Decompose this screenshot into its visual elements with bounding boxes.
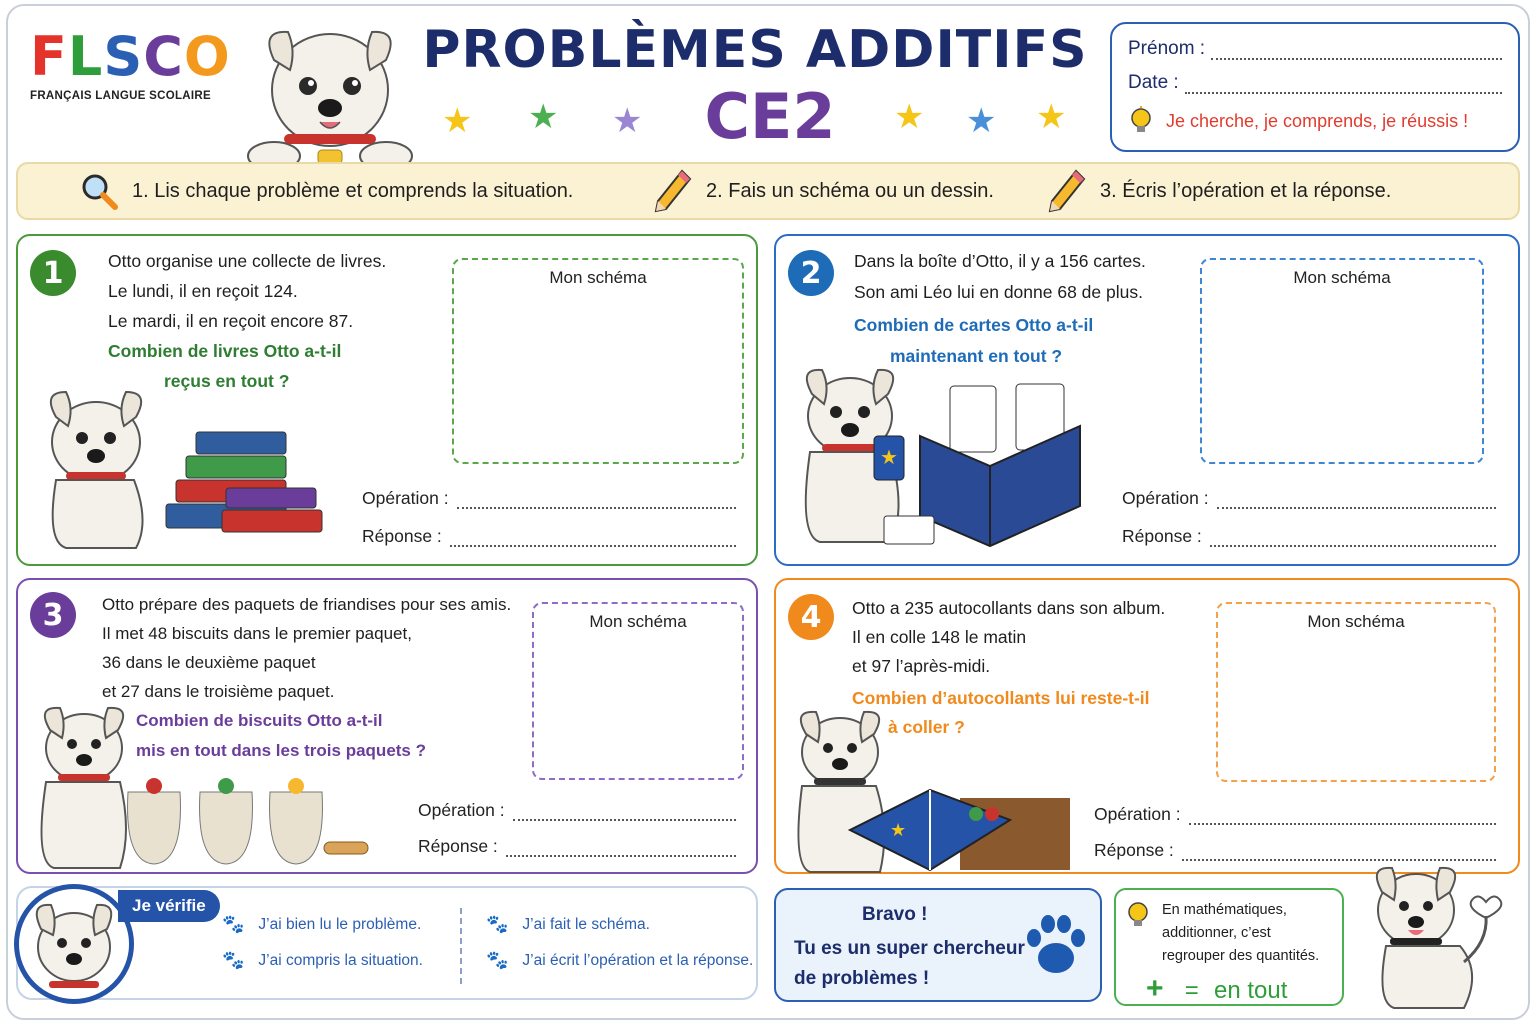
operation-field[interactable] — [513, 809, 736, 821]
schema-label: Mon schéma — [549, 268, 647, 287]
answer-label: Réponse : — [362, 526, 442, 546]
rule-text: En mathématiques, — [1162, 902, 1287, 918]
page-title: PROBLÈMES ADDITIFS — [422, 20, 1088, 80]
rule-text: additionner, c’est — [1162, 925, 1271, 941]
answer-field[interactable] — [450, 535, 736, 547]
schema-label: Mon schéma — [1293, 268, 1391, 287]
rule-equation — [1146, 972, 1287, 1006]
problem-card-4 — [774, 578, 1520, 874]
first-name-label: Prénom : — [1128, 38, 1206, 59]
checklist-item[interactable] — [222, 914, 421, 935]
answer-label: Réponse : — [1122, 526, 1202, 546]
logo-letter: L — [67, 25, 104, 88]
instruction-steps — [16, 162, 1520, 220]
operation-field[interactable] — [1217, 497, 1496, 509]
star-icon: ★ — [894, 98, 925, 136]
bravo-line: de problèmes ! — [794, 968, 930, 989]
checklist-divider — [460, 908, 462, 984]
paw-icon: 🐾 — [486, 950, 509, 970]
date-row[interactable] — [1128, 72, 1502, 94]
logo-wordmark — [30, 25, 231, 88]
logo-letter: O — [183, 25, 231, 88]
dog-with-card-box-illustration — [780, 356, 1090, 556]
step-label: 2. Fais un schéma ou un dessin. — [706, 179, 994, 202]
problem-question: maintenant en tout ? — [890, 346, 1063, 366]
magnifier-icon — [80, 172, 118, 210]
checklist-item-label: J’ai fait le schéma. — [522, 915, 650, 933]
motto — [1128, 106, 1502, 136]
star-icon: ★ — [528, 98, 559, 136]
problem-line: Otto a 235 autocollants dans son album. — [852, 598, 1166, 618]
answer-line[interactable] — [1094, 840, 1496, 861]
logo — [30, 25, 231, 102]
paw-icon: 🐾 — [222, 950, 245, 970]
checklist-box — [16, 886, 758, 1000]
problem-line: et 97 l’après-midi. — [852, 656, 991, 676]
svg-text:★: ★ — [890, 820, 907, 840]
pencil-icon — [1048, 169, 1086, 213]
rule-result: en tout — [1214, 977, 1288, 1004]
problem-line: Il en colle 148 le matin — [852, 627, 1027, 647]
problem-line: et 27 dans le troisième paquet. — [102, 682, 335, 701]
equals-sign: = — [1184, 977, 1199, 1004]
checklist-item[interactable] — [486, 914, 650, 935]
date-label: Date : — [1128, 72, 1179, 93]
star-icon: ★ — [612, 102, 643, 140]
pencil-icon — [654, 169, 692, 213]
problem-number: 3 — [30, 592, 76, 638]
problem-line: Il met 48 biscuits dans le premier paquet, — [102, 624, 412, 643]
dog-mascot-full-illustration — [1360, 862, 1510, 1012]
problem-line: Dans la boîte d’Otto, il y a 156 cartes. — [854, 251, 1146, 271]
problem-line: Le mardi, il en reçoit encore 87. — [108, 311, 354, 331]
operation-label: Opération : — [362, 488, 449, 508]
schema-label: Mon schéma — [1307, 612, 1405, 631]
paw-print-icon — [1022, 912, 1090, 980]
answer-field[interactable] — [1210, 535, 1496, 547]
svg-text:★: ★ — [880, 447, 898, 469]
checklist-item-label: J’ai bien lu le problème. — [258, 915, 422, 933]
logo-subtitle: FRANÇAIS LANGUE SCOLAIRE — [30, 90, 211, 102]
problem-question: mis en tout dans les trois paquets ? — [136, 741, 426, 760]
checklist-item[interactable] — [222, 950, 423, 971]
paw-icon: 🐾 — [486, 914, 509, 934]
operation-label: Opération : — [418, 800, 505, 820]
answer-line[interactable] — [362, 526, 736, 547]
schema-box[interactable] — [452, 258, 744, 464]
dog-with-books-illustration — [26, 372, 326, 552]
star-icon: ★ — [966, 102, 997, 140]
checklist-item-label: J’ai compris la situation. — [258, 951, 423, 969]
problem-card-1 — [16, 234, 758, 566]
problem-number: 2 — [788, 250, 834, 296]
answer-line[interactable] — [1122, 526, 1496, 547]
problem-line: Le lundi, il en reçoit 124. — [108, 281, 298, 301]
plus-sign: + — [1146, 972, 1164, 1005]
problem-card-2 — [774, 234, 1520, 566]
lightbulb-icon — [1128, 106, 1154, 136]
logo-letter: F — [30, 25, 68, 88]
operation-field[interactable] — [1189, 813, 1496, 825]
lightbulb-icon — [1126, 900, 1150, 930]
problem-question: Combien de cartes Otto a-t-il — [854, 315, 1094, 335]
problem-question: à coller ? — [888, 717, 965, 737]
paw-icon: 🐾 — [222, 914, 245, 934]
problem-line: Otto prépare des paquets de friandises pour ses amis. — [102, 595, 512, 614]
step-draw — [654, 169, 994, 213]
schema-box[interactable] — [1200, 258, 1484, 464]
answer-label: Réponse : — [418, 836, 498, 856]
problem-question: Combien de biscuits Otto a-t-il — [136, 711, 383, 730]
dog-with-treat-bags-illustration — [24, 702, 404, 872]
answer-field[interactable] — [506, 845, 736, 857]
step-label: 1. Lis chaque problème et comprends la situation. — [132, 179, 574, 202]
answer-label: Réponse : — [1094, 840, 1174, 860]
problem-text — [102, 590, 511, 706]
operation-line[interactable] — [1094, 804, 1496, 825]
grade-level: CE2 — [704, 80, 836, 153]
step-label: 3. Écris l’opération et la réponse. — [1100, 179, 1392, 202]
star-icon: ★ — [442, 102, 473, 140]
schema-box[interactable] — [532, 602, 744, 780]
first-name-row[interactable] — [1128, 38, 1502, 60]
step-write — [1048, 169, 1391, 213]
operation-line[interactable] — [418, 800, 736, 821]
motto-text: Je cherche, je comprends, je réussis ! — [1166, 110, 1469, 131]
dog-mascot-illustration — [240, 10, 420, 170]
math-rule-box — [1114, 888, 1344, 1006]
problem-line: Otto organise une collecte de livres. — [108, 251, 387, 271]
problem-number: 1 — [30, 250, 76, 296]
first-name-field[interactable] — [1211, 46, 1502, 60]
problem-text — [854, 246, 1146, 372]
operation-field[interactable] — [457, 497, 736, 509]
problem-question: Combien de livres Otto a-t-il — [108, 341, 342, 361]
problem-line: 36 dans le deuxième paquet — [102, 653, 316, 672]
checklist-item[interactable] — [486, 950, 753, 971]
answer-line[interactable] — [418, 836, 736, 857]
operation-line[interactable] — [362, 488, 736, 509]
checklist-title: Je vérifie — [118, 890, 220, 922]
problem-question: reçus en tout ? — [164, 371, 290, 391]
problem-question: Combien d’autocollants lui reste-t-il — [852, 688, 1150, 708]
dog-avatar-illustration — [19, 889, 129, 999]
operation-label: Opération : — [1094, 804, 1181, 824]
answer-field[interactable] — [1182, 849, 1496, 861]
checklist-item-label: J’ai écrit l’opération et la réponse. — [522, 951, 754, 969]
dog-with-sticker-album-illustration — [780, 710, 1080, 874]
bravo-line: Tu es un super chercheur — [794, 938, 1025, 959]
logo-letter: C — [143, 25, 184, 88]
problem-card-3 — [16, 578, 758, 874]
bravo-box — [774, 888, 1102, 1002]
operation-label: Opération : — [1122, 488, 1209, 508]
schema-label: Mon schéma — [589, 612, 687, 631]
dog-avatar — [14, 884, 134, 1004]
date-field[interactable] — [1185, 80, 1502, 94]
step-read — [80, 172, 573, 210]
operation-line[interactable] — [1122, 488, 1496, 509]
student-info-box — [1110, 22, 1520, 152]
problem-number: 4 — [788, 594, 834, 640]
rule-text: regrouper des quantités. — [1162, 948, 1320, 964]
schema-box[interactable] — [1216, 602, 1496, 782]
logo-letter: S — [103, 25, 144, 88]
problem-line: Son ami Léo lui en donne 68 de plus. — [854, 282, 1143, 302]
star-icon: ★ — [1036, 98, 1067, 136]
bravo-title: Bravo ! — [862, 904, 928, 925]
